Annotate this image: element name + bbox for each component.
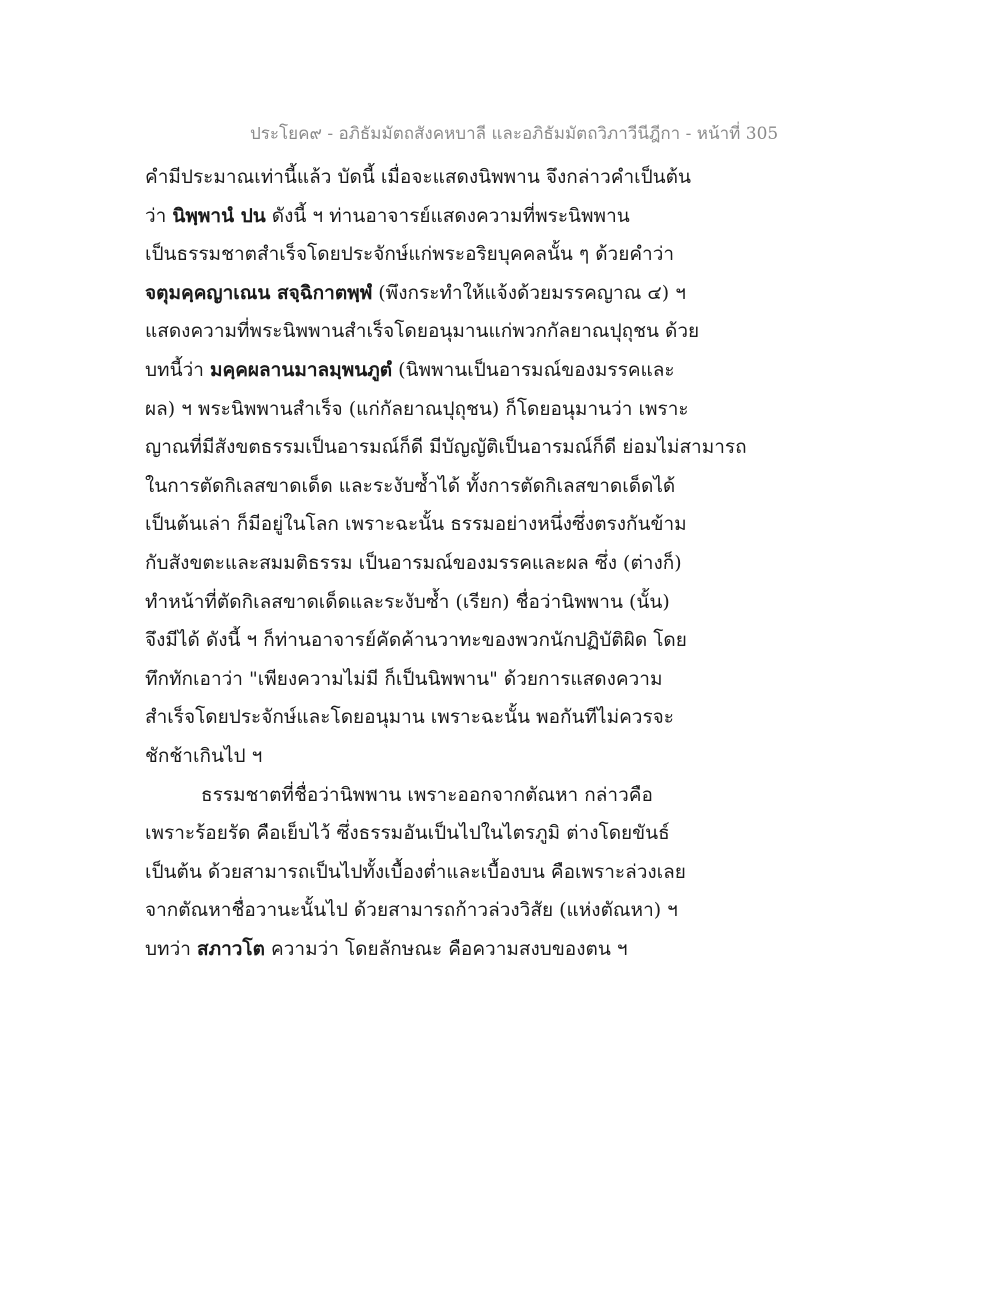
text-line: เป็นต้น ด้วยสามารถเป็นไปทั้งเบื้องต่ำและเบื้องบน คือเพราะล่วงเลย: [145, 860, 686, 883]
text-line: บทว่า สภาวโต ความว่า โดยลักษณะ คือความสงบของตน ฯ: [145, 937, 628, 960]
text-line: ทึกทักเอาว่า "เพียงความไม่มี ก็เป็นนิพพาน" ด้วยการแสดงความ: [145, 667, 663, 690]
pali-term: จตุมคฺคญาเณน สจฺฉิกาตพฺพํ: [145, 281, 373, 304]
text-line: ในการตัดกิเลสขาดเด็ด และระงับซ้ำได้ ทั้งการตัดกิเลสขาดเด็ดได้: [145, 474, 676, 497]
text-line: ทำหน้าที่ตัดกิเลสขาดเด็ดและระงับซ้ำ (เรียก) ชื่อว่านิพพาน (นั้น): [145, 590, 670, 613]
text-line: แสดงความที่พระนิพพานสำเร็จโดยอนุมานแก่พวกกัลยาณปุถุชน ด้วย: [145, 320, 700, 343]
text-line: จากตัณหาชื่อวานะนั้นไป ด้วยสามารถก้าวล่วงวิสัย (แห่งตัณหา) ฯ: [145, 899, 678, 922]
text-line: จตุมคฺคญาเณน สจฺฉิกาตพฺพํ (พึงกระทำให้แจ้งด้วยมรรคญาณ ๔) ฯ: [145, 281, 686, 304]
text-line: เป็นต้นเล่า ก็มีอยู่ในโลก เพราะฉะนั้น ธรรมอย่างหนึ่งซึ่งตรงกันข้าม: [145, 513, 687, 536]
text-line: ผล) ฯ พระนิพพานสำเร็จ (แก่กัลยาณปุถุชน) ก็โดยอนุมานว่า เพราะ: [145, 397, 689, 420]
text-line: ชักช้าเกินไป ฯ: [145, 744, 263, 767]
text-line: ว่า นิพฺพานํ ปน ดังนี้ ฯ ท่านอาจารย์แสดงความที่พระนิพพาน: [145, 204, 630, 227]
text-line: เป็นธรรมชาตสำเร็จโดยประจักษ์แก่พระอริยบุคคลนั้น ๆ ด้วยคำว่า: [145, 243, 675, 266]
pali-term: มคฺคผลานมาลมฺพนภูตํ: [209, 358, 393, 381]
paragraph-start-line: ธรรมชาตที่ชื่อว่านิพพาน เพราะออกจากตัณหา กล่าวคือ: [201, 783, 653, 806]
text-line: คำมีประมาณเท่านี้แล้ว บัดนี้ เมื่อจะแสดงนิพพาน จึงกล่าวคำเป็นต้น: [145, 166, 691, 188]
page-header: ประโยค๙ - อภิธัมมัตถสังคหบาลี และอภิธัมมัตถวิภาวีนีฎีกา - หน้าที่ 305: [250, 124, 779, 144]
body-text: [145, 158, 765, 968]
text-line: เพราะร้อยรัด คือเย็บไว้ ซึ่งธรรมอันเป็นไปในไตรภูมิ ต่างโดยขันธ์: [145, 822, 670, 845]
pali-term: สภาวโต: [196, 937, 265, 960]
text-line: จึงมีได้ ดังนี้ ฯ ก็ท่านอาจารย์คัดค้านวาทะของพวกนักปฏิบัติผิด โดย: [145, 629, 687, 652]
text-line: บทนี้ว่า มคฺคผลานมาลมฺพนภูตํ (นิพพานเป็นอารมณ์ของมรรคและ: [145, 358, 675, 381]
pali-term: นิพฺพานํ ปน: [172, 204, 266, 227]
text-line: สำเร็จโดยประจักษ์และโดยอนุมาน เพราะฉะนั้น พอกันทีไม่ควรจะ: [145, 706, 675, 729]
text-line: กับสังขตะและสมมติธรรม เป็นอารมณ์ของมรรคและผล ซึ่ง (ต่างก็): [145, 551, 682, 574]
text-line: ญาณที่มีสังขตธรรมเป็นอารมณ์ก็ดี มีบัญญัติเป็นอารมณ์ก็ดี ย่อมไม่สามารถ: [145, 436, 747, 459]
